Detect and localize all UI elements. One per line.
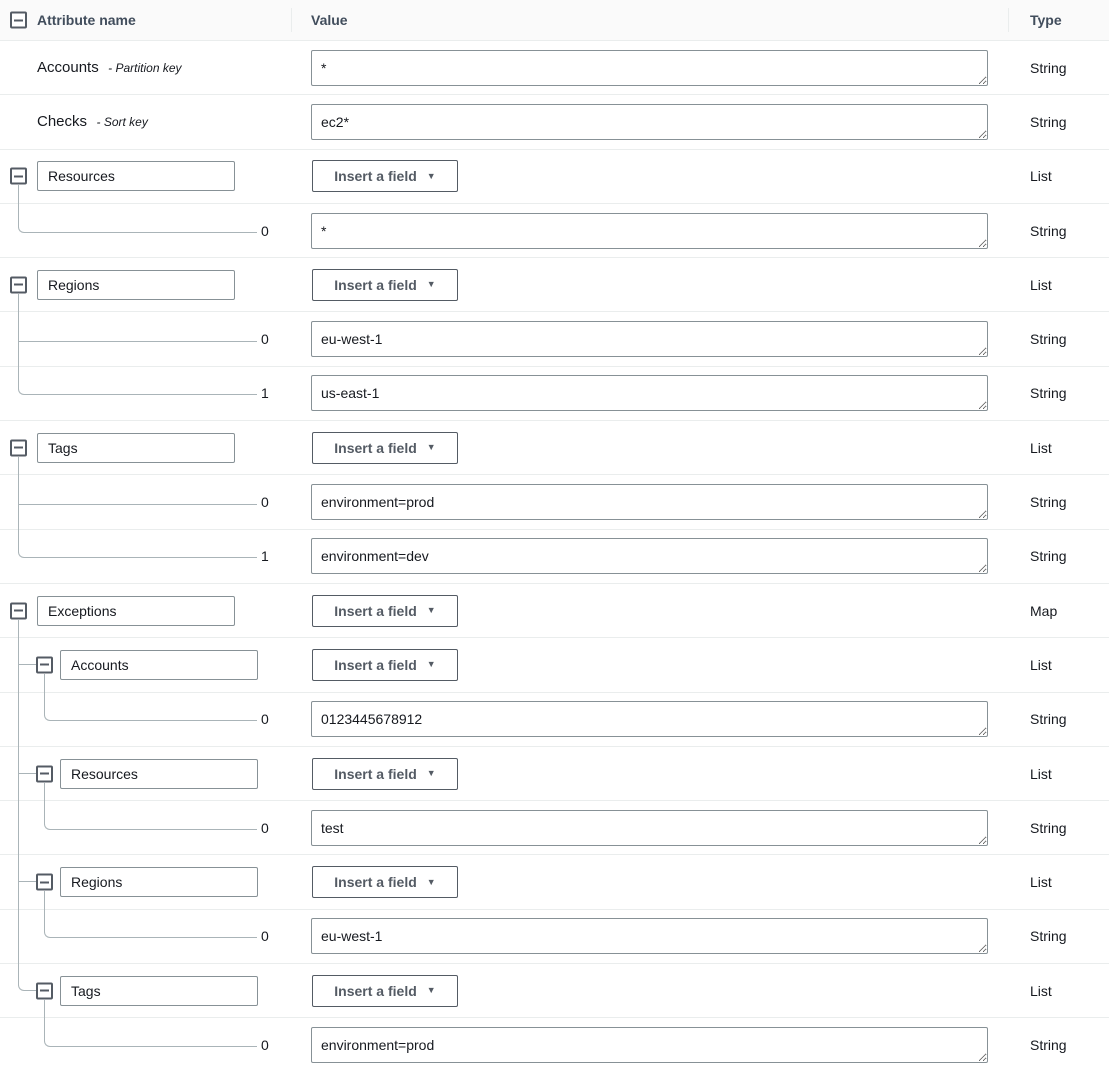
value-textarea[interactable] bbox=[311, 701, 988, 737]
insert-field-button[interactable] bbox=[312, 269, 458, 301]
attribute-name-input[interactable] bbox=[60, 867, 258, 897]
value-textarea[interactable] bbox=[311, 50, 988, 86]
index-label: 0 bbox=[261, 494, 269, 511]
tree-line bbox=[18, 474, 19, 529]
tree-line bbox=[19, 664, 37, 665]
type-label: List bbox=[1030, 874, 1052, 891]
table-row bbox=[0, 204, 1109, 258]
value-textarea[interactable] bbox=[311, 484, 988, 520]
insert-field-label: Insert a field bbox=[334, 765, 417, 782]
insert-field-button[interactable] bbox=[312, 975, 458, 1007]
collapse-icon[interactable] bbox=[10, 276, 27, 293]
insert-field-label: Insert a field bbox=[334, 276, 417, 293]
insert-field-label: Insert a field bbox=[334, 602, 417, 619]
type-label: String bbox=[1030, 928, 1067, 945]
column-divider bbox=[291, 8, 292, 32]
tree-line bbox=[18, 963, 37, 991]
table-row bbox=[0, 41, 1109, 95]
insert-field-button[interactable] bbox=[312, 866, 458, 898]
minus-glyph bbox=[40, 881, 49, 883]
column-header-type: Type bbox=[1030, 12, 1062, 28]
value-textarea[interactable] bbox=[311, 538, 988, 574]
value-textarea[interactable] bbox=[311, 213, 988, 249]
tree-line bbox=[18, 311, 19, 366]
type-label: List bbox=[1030, 168, 1052, 185]
table-row bbox=[0, 1018, 1109, 1072]
collapse-icon[interactable] bbox=[36, 765, 53, 782]
insert-field-label: Insert a field bbox=[334, 168, 417, 185]
tree-line bbox=[18, 457, 19, 476]
table-row bbox=[0, 312, 1109, 366]
insert-field-label: Insert a field bbox=[334, 982, 417, 999]
key-role-text: - Sort key bbox=[96, 114, 148, 129]
type-label: List bbox=[1030, 439, 1052, 456]
collapse-icon[interactable] bbox=[36, 982, 53, 999]
type-label: String bbox=[1030, 711, 1067, 728]
column-divider bbox=[1008, 8, 1009, 32]
minus-glyph bbox=[14, 610, 23, 612]
collapse-all-icon[interactable] bbox=[10, 12, 27, 29]
caret-down-icon: ▼ bbox=[426, 985, 436, 996]
insert-field-label: Insert a field bbox=[334, 656, 417, 673]
attribute-key-label bbox=[37, 59, 182, 77]
tree-line bbox=[18, 203, 257, 233]
attribute-name-input[interactable] bbox=[37, 161, 235, 191]
column-header-value: Value bbox=[311, 12, 348, 28]
tree-line bbox=[44, 1000, 45, 1019]
attribute-name-input[interactable] bbox=[37, 433, 235, 463]
index-label: 0 bbox=[261, 1037, 269, 1054]
type-label: String bbox=[1030, 331, 1067, 348]
attribute-key-label bbox=[37, 113, 148, 131]
index-label: 1 bbox=[261, 385, 269, 402]
type-label: List bbox=[1030, 982, 1052, 999]
type-label: List bbox=[1030, 765, 1052, 782]
type-label: String bbox=[1030, 494, 1067, 511]
table-row bbox=[0, 95, 1109, 149]
key-name-text: Checks bbox=[37, 112, 88, 130]
caret-down-icon: ▼ bbox=[426, 170, 436, 181]
key-name-text: Accounts bbox=[37, 58, 99, 76]
table-row bbox=[0, 747, 1109, 801]
table-header bbox=[0, 0, 1109, 41]
tree-line bbox=[18, 909, 19, 964]
tree-line bbox=[18, 620, 19, 639]
type-label: String bbox=[1030, 222, 1067, 239]
caret-down-icon: ▼ bbox=[426, 605, 436, 616]
table-row bbox=[0, 801, 1109, 855]
attribute-name-input[interactable] bbox=[60, 650, 258, 680]
value-textarea[interactable] bbox=[311, 810, 988, 846]
index-label: 0 bbox=[261, 711, 269, 728]
minus-glyph bbox=[14, 447, 23, 449]
tree-line bbox=[19, 881, 37, 882]
minus-glyph bbox=[40, 773, 49, 775]
tree-line bbox=[18, 294, 19, 313]
type-label: String bbox=[1030, 819, 1067, 836]
index-label: 0 bbox=[261, 222, 269, 239]
table-row bbox=[0, 258, 1109, 312]
tree-line bbox=[44, 800, 257, 830]
caret-down-icon: ▼ bbox=[426, 768, 436, 778]
index-label: 0 bbox=[261, 819, 269, 836]
value-textarea[interactable] bbox=[311, 375, 988, 411]
minus-glyph bbox=[14, 175, 23, 177]
minus-glyph bbox=[40, 990, 49, 992]
caret-down-icon: ▼ bbox=[426, 659, 436, 670]
type-label: Map bbox=[1030, 602, 1058, 619]
table-row bbox=[0, 367, 1109, 421]
table-row bbox=[0, 421, 1109, 475]
table-row bbox=[0, 475, 1109, 529]
value-textarea[interactable] bbox=[311, 104, 988, 140]
tree-line bbox=[44, 1017, 257, 1047]
type-label: String bbox=[1030, 385, 1067, 402]
insert-field-button[interactable] bbox=[312, 649, 458, 681]
tree-line bbox=[18, 504, 257, 505]
insert-field-button[interactable] bbox=[312, 595, 458, 627]
caret-down-icon: ▼ bbox=[426, 279, 436, 290]
tree-line bbox=[18, 637, 19, 692]
tree-line bbox=[19, 773, 37, 774]
tree-line bbox=[44, 909, 257, 939]
minus-glyph bbox=[14, 19, 23, 21]
tree-line bbox=[44, 674, 45, 693]
insert-field-label: Insert a field bbox=[334, 439, 417, 456]
table-row bbox=[0, 964, 1109, 1018]
index-label: 0 bbox=[261, 331, 269, 348]
tree-line bbox=[18, 854, 19, 909]
collapse-icon[interactable] bbox=[10, 168, 27, 185]
tree-line bbox=[18, 692, 19, 747]
table-row bbox=[0, 693, 1109, 747]
minus-glyph bbox=[40, 664, 49, 666]
tree-line bbox=[44, 692, 257, 722]
table-row bbox=[0, 638, 1109, 692]
caret-down-icon: ▼ bbox=[426, 876, 436, 887]
collapse-icon[interactable] bbox=[10, 602, 27, 619]
table-row bbox=[0, 584, 1109, 638]
tree-line bbox=[44, 783, 45, 802]
insert-field-button[interactable] bbox=[312, 758, 458, 790]
minus-glyph bbox=[14, 284, 23, 286]
caret-down-icon: ▼ bbox=[426, 442, 436, 453]
tree-line bbox=[18, 529, 257, 559]
value-textarea[interactable] bbox=[311, 1027, 988, 1063]
tree-line bbox=[44, 891, 45, 910]
collapse-icon[interactable] bbox=[36, 656, 53, 673]
tree-line bbox=[18, 800, 19, 855]
tree-line bbox=[18, 341, 257, 342]
insert-field-button[interactable] bbox=[312, 160, 458, 192]
collapse-icon[interactable] bbox=[36, 874, 53, 891]
tree-line bbox=[18, 185, 19, 204]
column-header-attribute-name: Attribute name bbox=[37, 12, 136, 28]
value-textarea[interactable] bbox=[311, 321, 988, 357]
key-role-text: - Partition key bbox=[108, 60, 182, 75]
insert-field-label: Insert a field bbox=[334, 874, 417, 891]
attribute-name-input[interactable] bbox=[37, 270, 235, 300]
insert-field-button[interactable] bbox=[312, 432, 458, 464]
type-label: String bbox=[1030, 548, 1067, 565]
table-row bbox=[0, 530, 1109, 584]
collapse-icon[interactable] bbox=[10, 439, 27, 456]
table-row bbox=[0, 910, 1109, 964]
type-label: List bbox=[1030, 276, 1052, 293]
attribute-name-input[interactable] bbox=[60, 976, 258, 1006]
table-row bbox=[0, 150, 1109, 204]
tree-line bbox=[18, 746, 19, 801]
table-row bbox=[0, 855, 1109, 909]
value-textarea[interactable] bbox=[311, 918, 988, 954]
index-label: 1 bbox=[261, 548, 269, 565]
type-label: String bbox=[1030, 1037, 1067, 1054]
index-label: 0 bbox=[261, 928, 269, 945]
tree-line bbox=[18, 366, 257, 396]
attribute-name-input[interactable] bbox=[37, 596, 235, 626]
type-label: String bbox=[1030, 59, 1067, 76]
type-label: String bbox=[1030, 113, 1067, 130]
attribute-name-input[interactable] bbox=[60, 759, 258, 789]
type-label: List bbox=[1030, 656, 1052, 673]
